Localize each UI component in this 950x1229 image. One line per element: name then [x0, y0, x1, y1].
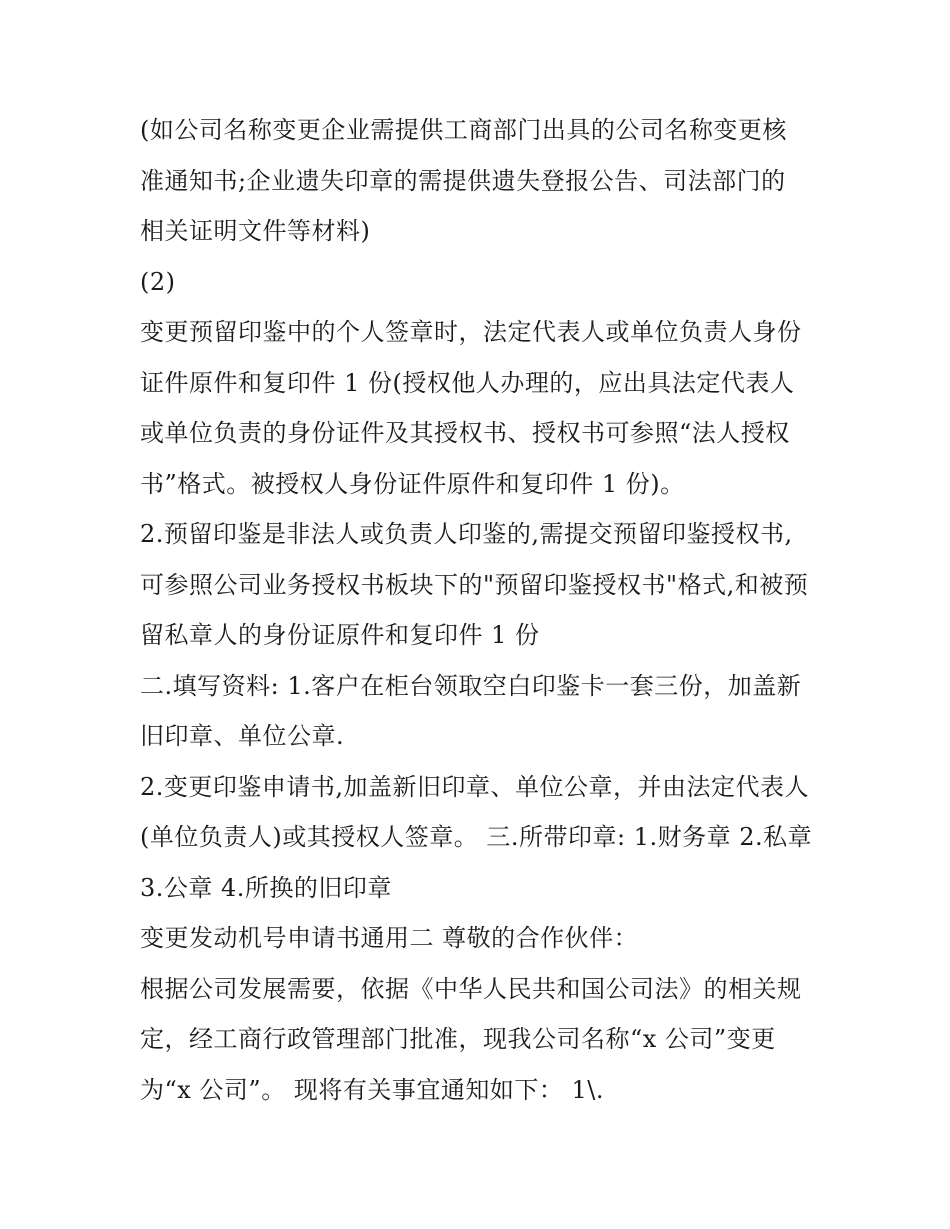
text-line: 定，经工商行政管理部门批准，现我公司名称“x 公司”变更 — [140, 1025, 776, 1053]
text-line: 2.变更印鉴申请书,加盖新旧印章、单位公章，并由法定代表人 — [140, 772, 810, 801]
text-line: 或单位负责的身份证件及其授权书、授权书可参照“法人授权 — [140, 419, 790, 447]
text-line: 为“x 公司”。 现将有关事宜通知如下： 1\. — [140, 1075, 604, 1104]
text-line: 准通知书;企业遗失印章的需提供遗失登报公告、司法部门的 — [140, 166, 786, 195]
text-line: 二.填写资料: 1.客户在柜台领取空白印鉴卡一套三份，加盖新 — [140, 671, 802, 700]
text-line: 可参照公司业务授权书板块下的"预留印鉴授权书"格式,和被预 — [140, 570, 809, 599]
text-line: 3.公章 4.所换的旧印章 — [140, 873, 392, 902]
text-line: 旧印章、单位公章. — [140, 722, 345, 750]
text-line: 根据公司发展需要，依据《中华人民共和国公司法》的相关规 — [140, 974, 802, 1003]
text-line: 变更预留印鉴中的个人签章时，法定代表人或单位负责人身份 — [140, 318, 802, 346]
document-body — [140, 110, 830, 1120]
text-line: 变更发动机号申请书通用二 尊敬的合作伙伴： — [140, 924, 639, 952]
text-line: 留私章人的身份证原件和复印件 1 份 — [140, 621, 540, 649]
text-line: 2.预留印鉴是非法人或负责人印鉴的,需提交预留印鉴授权书, — [140, 520, 793, 548]
text-line: 书”格式。被授权人身份证件原件和复印件 1 份)。 — [140, 469, 685, 498]
text-line: 相关证明文件等材料) — [140, 217, 371, 245]
text-line: (如公司名称变更企业需提供工商部门出具的公司名称变更核 — [140, 116, 787, 144]
text-line: (2) — [140, 267, 176, 296]
text-line: (单位负责人)或其授权人签章。 三.所带印章: 1.财务章 2.私章 — [140, 823, 813, 851]
text-line: 证件原件和复印件 1 份(授权他人办理的，应出具法定代表人 — [140, 368, 795, 397]
